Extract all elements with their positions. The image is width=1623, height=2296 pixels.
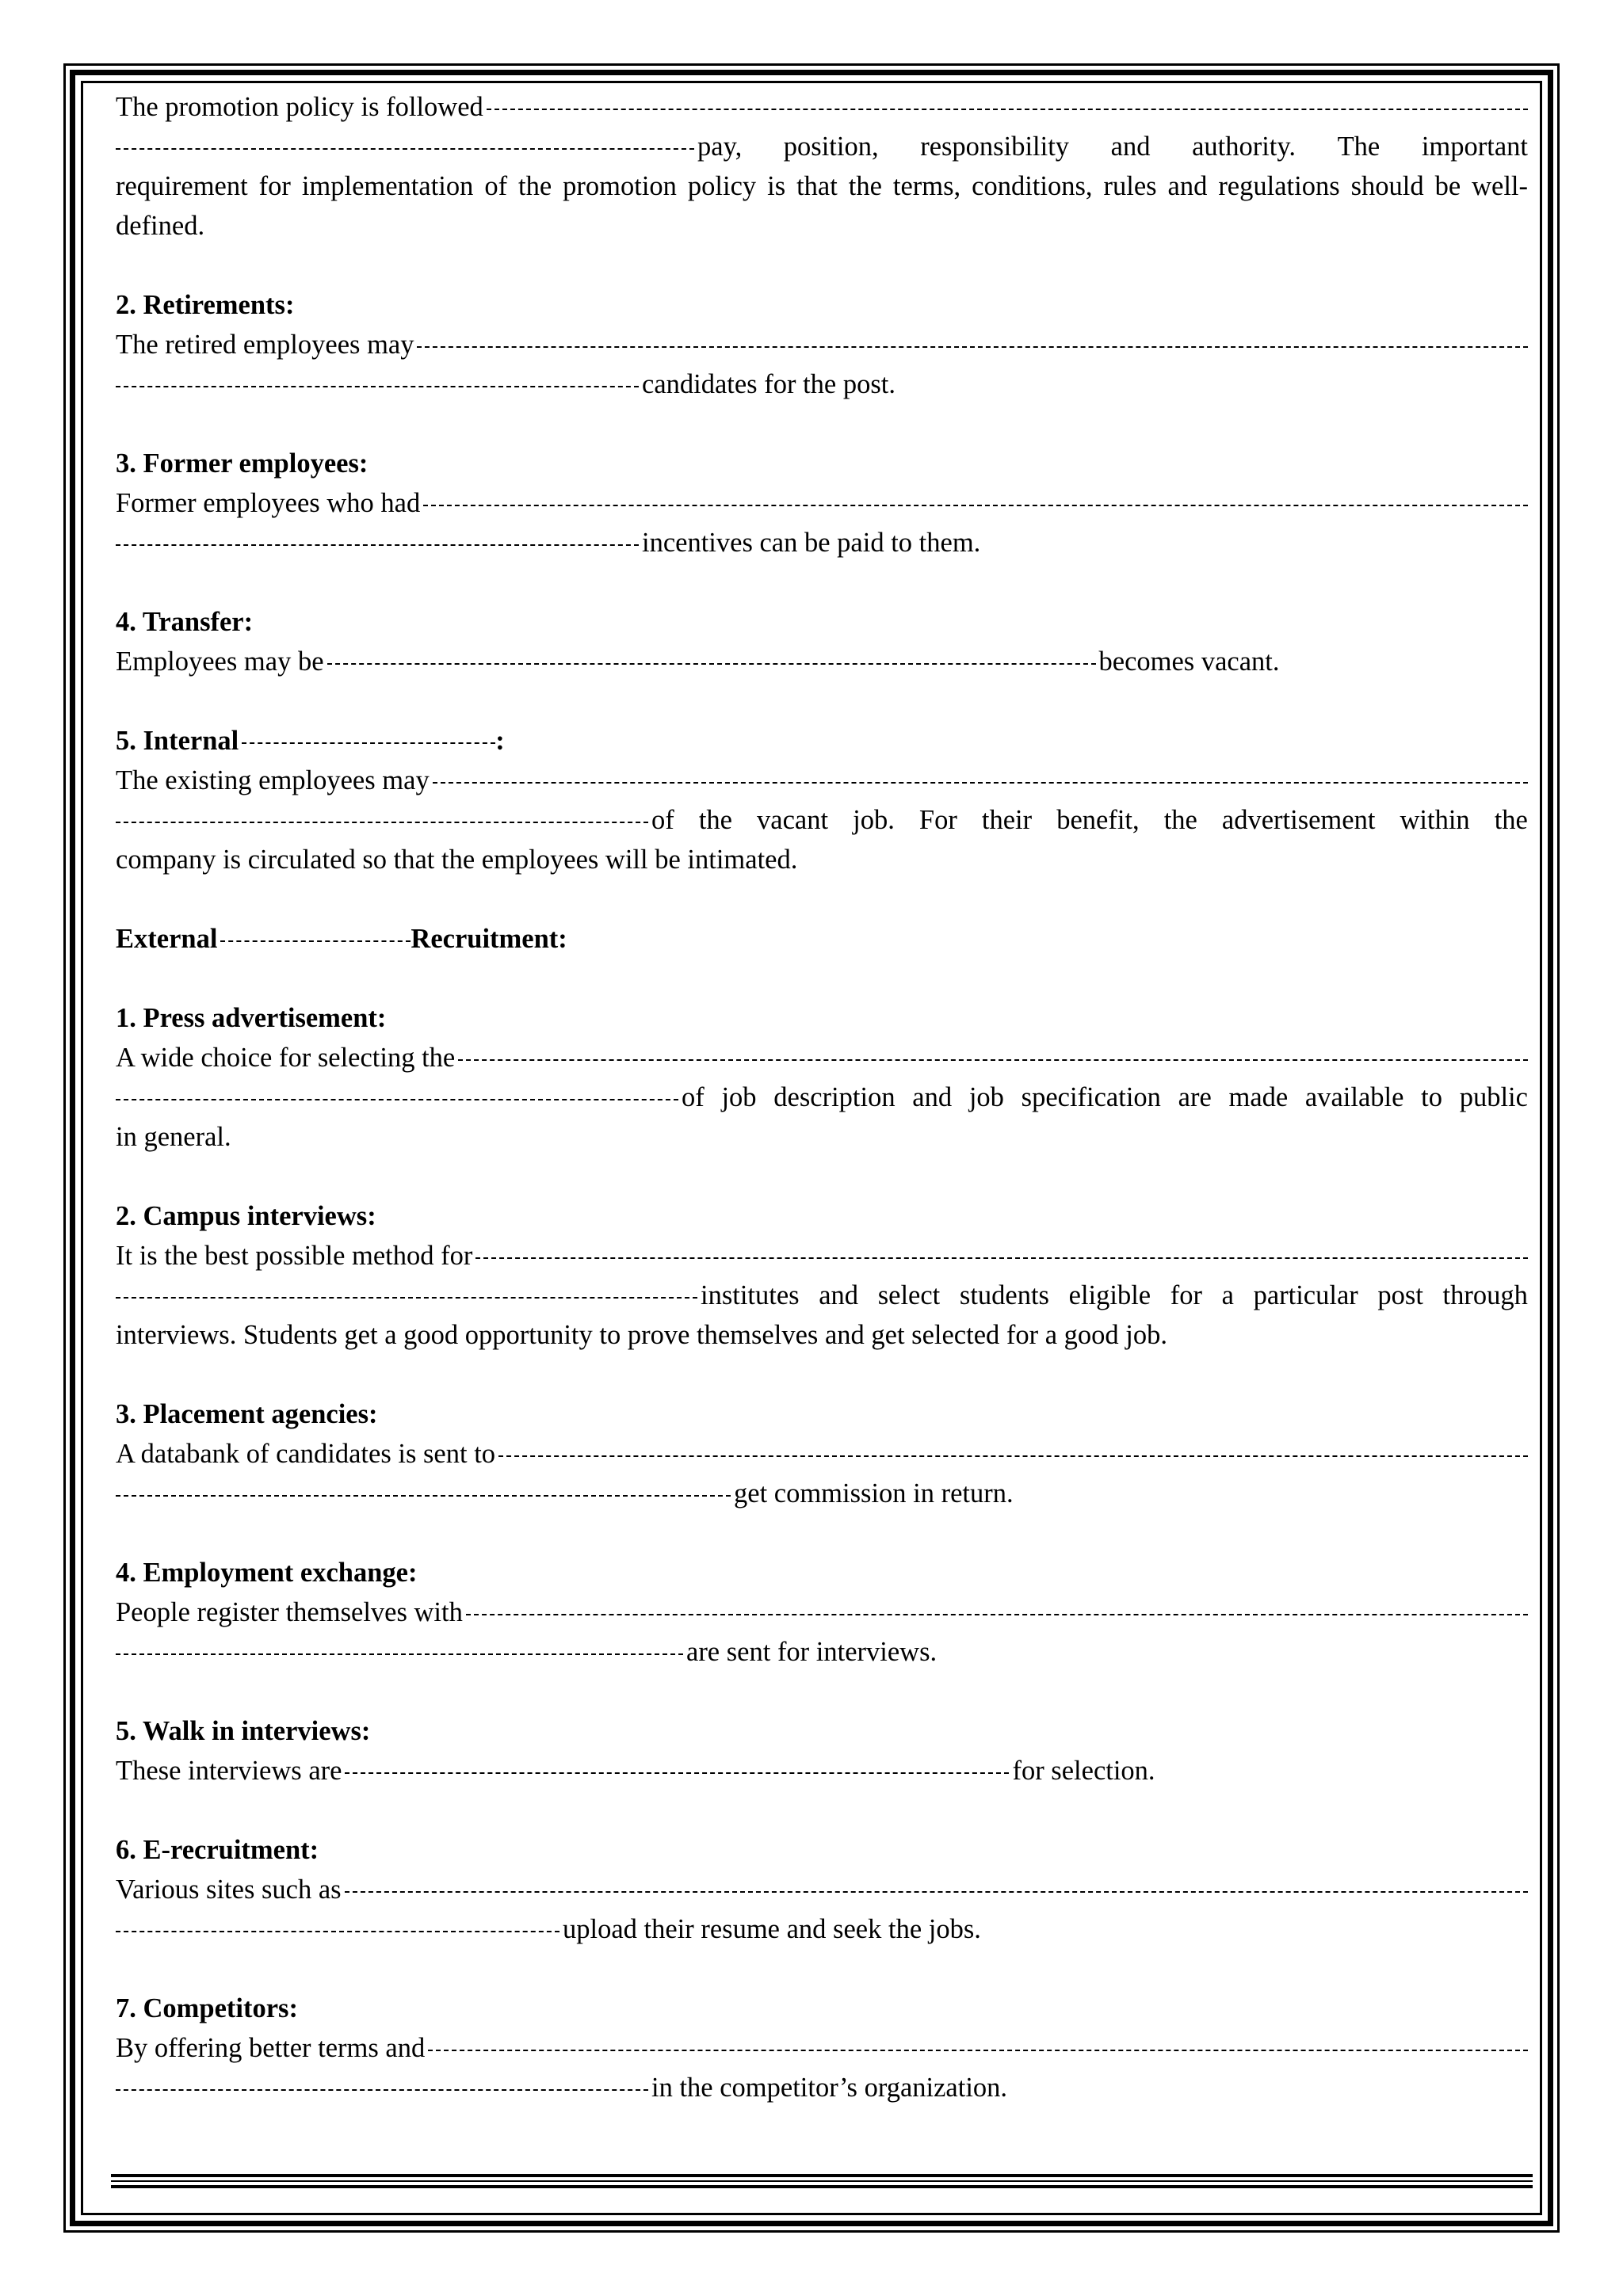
section-text-rest: company is circulated so that the employees will be intimated. (116, 845, 798, 875)
section-text-rest: interviews. Students get a good opportunity to prove themselves and get selected for a good job. (116, 1320, 1168, 1350)
section-text-start: A databank of candidates is sent to (116, 1439, 496, 1469)
heading-start: External (116, 924, 218, 954)
campus-continuation (701, 1276, 1528, 1315)
section-heading: 7. Competitors: (116, 1993, 298, 2023)
section-heading: 6. E-recruitment: (116, 1835, 319, 1865)
section-text-start: Employees may be (116, 646, 324, 677)
blank-line (116, 386, 639, 387)
section-text-start: The retired employees may (116, 330, 414, 360)
word: authority. (1192, 132, 1296, 162)
word: made (1228, 1082, 1289, 1112)
section-text-end: are sent for interviews. (686, 1637, 938, 1667)
section-heading: 3. Placement agencies: (116, 1399, 378, 1429)
blank-line (116, 1653, 683, 1655)
section-text-start: The existing employees may (116, 765, 430, 795)
word: and (912, 1082, 953, 1112)
word: and (819, 1280, 859, 1310)
section-text-start: Various sites such as (116, 1875, 342, 1905)
section-line-2 (116, 2068, 1528, 2107)
section-text-start: A wide choice for selecting the (116, 1043, 456, 1073)
footer-rule (111, 2180, 1533, 2182)
section-text-rest: in general. (116, 1122, 231, 1152)
section-line-1 (116, 1038, 1528, 1077)
section-text-end: becomes vacant. (1098, 646, 1280, 677)
word: advertisement (1221, 805, 1376, 835)
section-line-1 (116, 1434, 1528, 1474)
section-line-2 (116, 1909, 1528, 1949)
word: For (918, 805, 957, 835)
word: of (682, 1082, 705, 1112)
blank-line (345, 1772, 1009, 1774)
press-continuation (682, 1077, 1528, 1117)
word: are (1178, 1082, 1212, 1112)
section-line-2 (116, 1632, 1528, 1672)
blank-line (433, 782, 1528, 784)
word: the (1494, 805, 1528, 835)
word: job (721, 1082, 757, 1112)
section-text-end: candidates for the post. (642, 369, 896, 399)
blank-line (242, 742, 495, 744)
blank-line (116, 544, 639, 546)
word: select (877, 1280, 941, 1310)
section-line-2 (116, 1276, 1528, 1315)
word: of (651, 805, 674, 835)
heading-end: : (495, 726, 505, 756)
word: specification (1021, 1082, 1161, 1112)
transfer-line (116, 642, 1528, 681)
section-line-2 (116, 364, 1528, 404)
word: The (1337, 132, 1381, 162)
blank-line (458, 1059, 1528, 1061)
blank-line (116, 148, 694, 150)
intro-line-2 (116, 127, 1528, 166)
word: the (1163, 805, 1197, 835)
word: a (1221, 1280, 1234, 1310)
word: through (1442, 1280, 1528, 1310)
intro-continuation (697, 127, 1528, 166)
external-recruitment-heading (116, 919, 1528, 959)
blank-line (116, 1495, 731, 1497)
word: job. (853, 805, 895, 835)
section-line-2 (116, 1077, 1528, 1117)
blank-line (327, 663, 1096, 665)
word: eligible (1068, 1280, 1151, 1310)
section-text-start: By offering better terms and (116, 2033, 426, 2063)
blank-line (428, 2050, 1528, 2051)
intro-text-start: The promotion policy is followed (116, 92, 483, 122)
word: the (698, 805, 732, 835)
section-heading: 4. Transfer: (116, 607, 254, 637)
word: to (1421, 1082, 1442, 1112)
section-text-end: incentives can be paid to them. (642, 528, 981, 558)
section-line-2 (116, 523, 1528, 563)
intro-text-rest: requirement for implementation of the promotion policy is that the terms, conditions, rules and regulations should be well-defined. (116, 171, 1528, 241)
blank-line (466, 1614, 1528, 1615)
section-line-1 (116, 1870, 1528, 1909)
section-line-1 (116, 1592, 1528, 1632)
section-text-start: People register themselves with (116, 1597, 463, 1627)
word: their (981, 805, 1033, 835)
word: position, (783, 132, 879, 162)
footer-rule (111, 2185, 1533, 2188)
blank-line (116, 1099, 678, 1100)
footer-rule (111, 2174, 1533, 2177)
section-text-start: These interviews are (116, 1756, 342, 1786)
heading-start: 5. Internal (116, 726, 239, 756)
blank-line (417, 346, 1528, 348)
section-heading: 2. Retirements: (116, 290, 295, 320)
word: pay, (697, 132, 743, 162)
section-line-1 (116, 761, 1528, 800)
intro-line-1 (116, 87, 1528, 127)
blank-line (487, 109, 1528, 110)
internal-ad-heading (116, 721, 1528, 761)
section-heading: 1. Press advertisement: (116, 1003, 387, 1033)
section-heading: 2. Campus interviews: (116, 1201, 376, 1231)
word: description (773, 1082, 896, 1112)
internal-ad-continuation (651, 800, 1528, 840)
word: available (1304, 1082, 1404, 1112)
section-line-2 (116, 1474, 1528, 1513)
blank-line (220, 940, 411, 942)
blank-line (345, 1891, 1528, 1893)
section-heading: 5. Walk in interviews: (116, 1716, 371, 1746)
blank-line (475, 1257, 1528, 1259)
section-line-1 (116, 1236, 1528, 1276)
section-text-end: for selection. (1012, 1756, 1155, 1786)
blank-line (116, 1931, 559, 1932)
section-line-2 (116, 800, 1528, 840)
section-text-end: get commission in return. (734, 1478, 1014, 1508)
section-line-1 (116, 325, 1528, 364)
section-line-1 (116, 2028, 1528, 2068)
word: responsibility (920, 132, 1070, 162)
walkin-line (116, 1751, 1528, 1791)
section-text-start: Former employees who had (116, 488, 421, 518)
word: important (1421, 132, 1528, 162)
word: public (1459, 1082, 1528, 1112)
section-heading: 4. Employment exchange: (116, 1558, 418, 1588)
word: job (968, 1082, 1004, 1112)
blank-line (423, 505, 1528, 506)
word: within (1400, 805, 1470, 835)
word: and (1110, 132, 1151, 162)
blank-line (498, 1455, 1528, 1457)
section-line-1 (116, 483, 1528, 523)
section-text-end: upload their resume and seek the jobs. (563, 1914, 981, 1944)
blank-line (116, 1297, 697, 1299)
word: students (959, 1280, 1049, 1310)
heading-end: Recruitment: (411, 924, 567, 954)
word: vacant (757, 805, 829, 835)
word: benefit, (1056, 805, 1140, 835)
blank-line (116, 822, 648, 823)
section-text-start: It is the best possible method for (116, 1241, 473, 1271)
section-heading: 3. Former employees: (116, 448, 369, 479)
word: institutes (701, 1280, 800, 1310)
word: particular (1253, 1280, 1358, 1310)
blank-line (116, 2089, 648, 2091)
word: post (1377, 1280, 1423, 1310)
section-text-end: in the competitor’s organization. (651, 2073, 1008, 2103)
word: for (1170, 1280, 1202, 1310)
document-body (116, 87, 1528, 2107)
